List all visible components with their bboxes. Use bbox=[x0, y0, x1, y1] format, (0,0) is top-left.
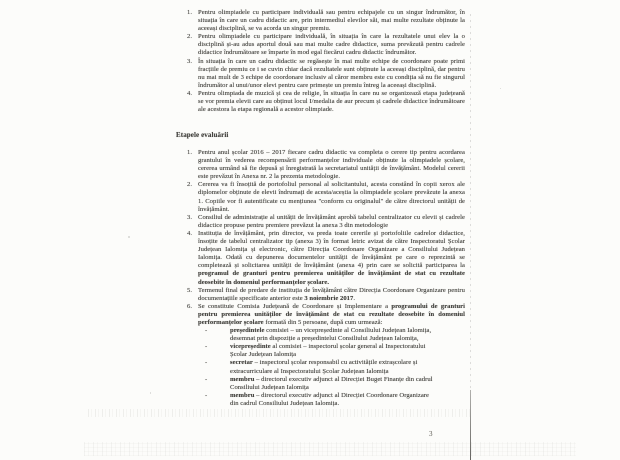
item-text bbox=[198, 214, 465, 230]
role-item-vicepresident bbox=[205, 343, 437, 359]
scan-speck bbox=[150, 392, 151, 394]
award-rules-list bbox=[187, 9, 465, 114]
item-text-normal: Se constituie Comisia Județeană de Coordonare și Implementare a bbox=[198, 302, 392, 310]
steps-item-3 bbox=[187, 214, 465, 230]
steps-item-4 bbox=[187, 230, 465, 287]
committee-roles-list bbox=[205, 327, 437, 408]
role-term: membru bbox=[230, 375, 255, 383]
dash-bullet: - bbox=[205, 375, 208, 383]
item-text-normal: Instituția de învățământ, prin director, va preda toate cererile și portofoliile cadrelor didactice, însoțite de tabelul centralizator tip (anexa 3) în format letric avizat de către Inspectoratul Școlar Județean Ialomița și electronic, către Direcția Coordonare Organizare a Consiliului Județean Ialomița. Odată cu depunerea documentelor unității de învățământ pe care o reprezintă se completează și solicitarea unității de învățământ (anexa 4) prin care se solicită participarea la bbox=[198, 229, 465, 270]
item-text bbox=[198, 149, 465, 181]
item-text-normal: formată din 5 persoane, după cum urmează: bbox=[263, 318, 383, 326]
item-text bbox=[198, 230, 465, 287]
item-text-normal: Termenul final de predare de instituția de învățământ către Direcția Coordonare Organizare pentru documentațiile specificate anterior este bbox=[198, 286, 465, 302]
role-text bbox=[230, 376, 437, 392]
item-number: 4. bbox=[187, 89, 193, 97]
scan-noise-band-lower bbox=[84, 442, 576, 456]
role-item-member-1 bbox=[205, 376, 437, 392]
item-text-normal: Cererea va fi însoțită de portofoliul personal al solicitantului, acesta constând în copii xerox ale diplomelor obținute de elevii îndrumați de acesta/aceștia la olimpiadele școlare prevăzute la anexa 1. Copiile vor fi autentificate cu mențiunea "conform cu originalul" de către directorul unității de învățământ. bbox=[198, 181, 465, 213]
dash-bullet: - bbox=[205, 359, 208, 367]
role-description: – directorul executiv adjunct al Direcției Coordonare Organizare din cadrul Consiliului Județean Ialomița. bbox=[230, 391, 429, 407]
item-text-bold: programul de granturi pentru premierea unităților de învățământ de stat cu rezultate deosebite în domeniul performanțelor școlare. bbox=[198, 270, 465, 286]
role-item-president bbox=[205, 327, 437, 343]
item-text: Pentru olimpiada de muzică și cea de religie, în situația în care nu se organizează etapa județeană se vor premia elevii care au obținut locul I/medalia de aur precum și cadrele didactice îndrumătoare ale acestora la etapa regională a acestor olimpiade. bbox=[198, 89, 465, 114]
item-text-bold: programului de granturi pentru premierea unităților de învățământ de stat cu rezultate deosebite în domeniul performanțelor școlare bbox=[198, 302, 465, 326]
item-text: Pentru olimpiadele cu participare individuală, în situația în care la rezultatele unui elev la o disciplină și-au adus aportul două sau mai multe cadre didactice, suma prevăzută pentru cadrele didactice îndrumătoare se împarte în mod egal fiecărui cadru didactic îndrumător. bbox=[198, 33, 465, 57]
role-term: secretar bbox=[230, 359, 253, 367]
item-text: În situația în care un cadru didactic se regăsește în mai multe echipe de coordonare poate primi fracțiile de premiu ce i se cuvin chiar dacă rezultatele sunt obținute la aceeași disciplină, dar pentru nu mai mult de 3 echipe de coordonare inclusiv al căror membru este cu condiția să nu fie singurul îndrumător al unui/unor elevi pentru care primește un premiu întreg la aceeași disciplină. bbox=[198, 57, 465, 89]
steps-item-6 bbox=[187, 303, 465, 327]
item-text-normal: . bbox=[353, 294, 356, 302]
scanner-streak-artifact-top bbox=[470, 14, 471, 390]
role-term: vicepreședinte bbox=[230, 343, 271, 351]
rules-item-1 bbox=[187, 9, 465, 33]
dash-bullet: - bbox=[205, 343, 208, 351]
evaluation-stages-list bbox=[187, 149, 465, 408]
item-number: 3. bbox=[187, 57, 193, 65]
role-description: – inspectorul școlar responsabil cu activitățile extrașcolare și extracurriculare al Inspectoratului Școlar Județean Ialomița bbox=[230, 359, 418, 375]
steps-item-5 bbox=[187, 287, 465, 303]
steps-item-1 bbox=[187, 149, 465, 181]
role-text bbox=[230, 392, 437, 408]
item-text bbox=[198, 287, 465, 303]
role-description: comisiei – un vicepreședinte al Consiliului Județean Ialomița, desemnat prin dispoziție a președintelui Consiliului Județean Ialomița, bbox=[230, 327, 432, 343]
scan-speck bbox=[128, 236, 130, 238]
role-text bbox=[230, 343, 437, 359]
item-number: 5. bbox=[187, 286, 193, 294]
item-number: 3. bbox=[187, 213, 193, 221]
item-number: 6. bbox=[187, 302, 193, 310]
item-text-normal: Consiliul de administrație al unității de învățământ aprobă tabelul centralizator cu elevii și cadrele didactice propuse pentru premiere prevăzut la anexa 3 din metodologie bbox=[198, 213, 465, 229]
rules-item-4 bbox=[187, 90, 465, 114]
item-text: Pentru olimpiadele cu participare individuală sau pentru echipajele cu un singur îndrumător, în situația în care un cadru didactic are, prin intermediul elevilor săi, mai multe rezultate obținute la aceeași disciplină, se va acorda un singur premiu. bbox=[198, 9, 465, 33]
dash-bullet: - bbox=[205, 327, 208, 335]
role-term: membru bbox=[230, 391, 255, 399]
item-text bbox=[198, 303, 465, 327]
item-text-bold: 3 noiembrie 2017 bbox=[304, 294, 354, 302]
steps-item-2 bbox=[187, 181, 465, 213]
section-heading-evaluation-stages: Etapele evaluării bbox=[176, 131, 229, 139]
item-text-normal: Pentru anul școlar 2016 – 2017 fiecare cadru didactic va completa o cerere tip pentru acordarea grantului în vederea recompensării performanțelor individuale obținute la olimpiadele școlare, cererea urmând să fie depusă și înregistrată la secretariatul unității de învățământ. Modelul cererii este prevăzut în Anexa nr. 2 la prezenta metodologie. bbox=[198, 149, 465, 181]
page-number: 3 bbox=[429, 430, 433, 438]
role-description: al comisiei – inspectorul școlar general al Inspectoratului Școlar Județean Ialomița bbox=[230, 343, 426, 359]
role-text bbox=[230, 359, 437, 375]
rules-item-3 bbox=[187, 58, 465, 90]
rules-item-2 bbox=[187, 33, 465, 57]
role-description: – directorul executiv adjunct al Direcției Buget Finanțe din cadrul Consiliului Județean Ialomița bbox=[230, 375, 433, 391]
scan-speck bbox=[500, 88, 501, 89]
role-text bbox=[230, 327, 437, 343]
item-text bbox=[198, 181, 465, 213]
item-number: 2. bbox=[187, 181, 193, 189]
role-item-member-2 bbox=[205, 392, 437, 408]
scan-noise-band-upper bbox=[88, 409, 470, 417]
dash-bullet: - bbox=[205, 391, 208, 399]
role-item-secretary bbox=[205, 359, 437, 375]
item-number: 2. bbox=[187, 33, 193, 41]
item-number: 1. bbox=[187, 9, 193, 16]
role-term: președintele bbox=[230, 327, 265, 335]
item-number: 1. bbox=[187, 149, 193, 156]
item-number: 4. bbox=[187, 229, 193, 237]
